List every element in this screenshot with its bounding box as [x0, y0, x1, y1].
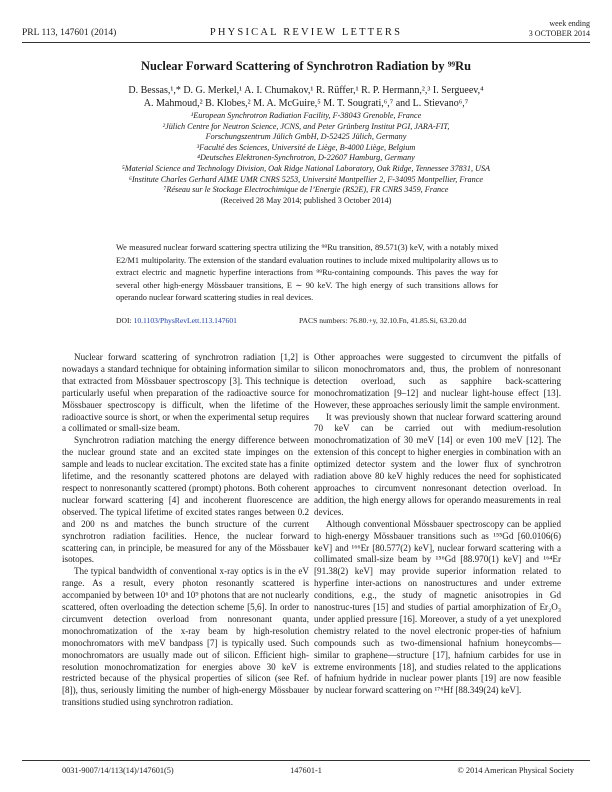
paragraph: The typical bandwidth of conventional x-ray optics is in the eV range. As a result, every photon resonantly scattered is accompanied by between 10⁶ and 10⁹ photons that are not nuclearly scattered, often overloading the detection scheme [5,6]. In order to circumvent detection overload from nonresonant quanta, monochromatization of the x-ray beam by high-resolution monochromators with meV bandpass [7] is typically used. Such monochromators are usually made out of silicon. Efficient high-resolution monochromatization for energies above 30 keV is restricted because of the physical properties of silicon (see Ref. [8]), thus, seriously limiting the number of high-energy Mössbauer transitions studied using synchrotron radiation.: [62, 566, 309, 708]
paper-title: Nuclear Forward Scattering of Synchrotron Radiation by ⁹⁹Ru: [141, 59, 471, 73]
doi-link[interactable]: 10.1103/PhysRevLett.113.147601: [133, 316, 237, 325]
paragraph: Although conventional Mössbauer spectroscopy can be applied to high-energy Mössbauer transitions such as ¹⁵⁵Gd [60.0106(6) keV] and ¹⁶⁶Er [80.577(2) keV], nuclear forward scattering with a collimated small-size beam by ¹⁵⁶Gd [88.970(1) keV] and ¹⁶⁴Er [91.38(2) keV] may provide superior information related to hyperfine inter-actions on nanostructures and under extreme conditions, e.g., the study of magnetic anisotropies in Gd nanostruc-tures [15] and studies of partial amorphization of Er₂O₃ under applied pressure [16]. Moreover, a study of a yet unexplored chemistry related to the novel electronic proper-ties of hafnium compounds such as two-dimensional hafnium honeycombs—similar to graphene—structure [17], hafnium carbides for use in extreme environments [18], and studies related to the applications of hafnium hydride in nuclear power plants [19] are now feasible by nuclear forward scattering on ¹⁷⁶Hf [88.349(24) keV].: [314, 518, 561, 696]
received-date: (Received 28 May 2014; published 3 October 2014): [220, 195, 392, 205]
pacs-numbers: PACS numbers: 76.80.+y, 32.10.Fn, 41.85.Si, 63.20.dd: [299, 316, 467, 325]
author-line: A. Mahmoud,² B. Klobes,² M. A. McGuire,⁵ M. T. Sougrati,⁶,⁷ and L. Stievano⁶,⁷: [143, 97, 469, 109]
author-list: [60, 85, 552, 110]
affiliation: ⁶Institute Charles Gerhard AIME UMR CNRS 5253, Université Montpellier 2, F-34095 Montpellier, France: [128, 174, 484, 184]
affiliation: Forschungszentrum Jülich GmbH, D-52425 Jülich, Germany: [205, 132, 407, 142]
abstract: We measured nuclear forward scattering spectra utilizing the ⁹⁹Ru transition, 89.571(3) keV, with a notably mixed E2/M1 multipolarity. The extension of the standard evaluation routines to include mixed multipolarity allows us to extract electric and magnetic hyperfine interactions from ⁹⁹Ru-containing compounds. This paves the way for several other high-energy Mössbauer transitions, E ∼ 90 keV. The high energy of such transitions allows for operando nuclear forward scattering studies in real devices.: [116, 243, 498, 302]
affiliation: ⁴Deutsches Elektronen-Synchrotron, D-22607 Hamburg, Germany: [197, 153, 415, 163]
affiliations: [40, 111, 572, 206]
copyright: © 2014 American Physical Society: [457, 766, 574, 775]
affiliation: ³Faculté des Sciences, Université de Liège, B-4000 Liège, Belgium: [196, 142, 416, 152]
left-column: [62, 352, 309, 709]
paragraph: Synchrotron radiation matching the energy difference between the nuclear ground state and an excited state impinges on the sample and leads to nuclear excitation. The excited state has a finite lifetime, and the resonantly scattered photons are delayed with respect to nonresonantly scattered (prompt) photons. Both coherent nuclear forward scattering [4] and incoherent fluorescence are observed. The typical lifetime of excited states ranges between 0.2 and 200 ns and matches the bunch structure of the current synchrotron radiation facilities. Hence, the nuclear forward scattering can, in principle, be measured for any of the Mössbauer isotopes.: [62, 435, 309, 565]
journal-name: PHYSICAL REVIEW LETTERS: [209, 27, 403, 38]
affiliation: ¹European Synchrotron Radiation Facility, F-38043 Grenoble, France: [190, 111, 422, 120]
week-label: week ending: [549, 19, 590, 28]
journal-reference: PRL 113, 147601 (2014): [22, 28, 117, 38]
author-line: D. Bessas,¹,* D. G. Merkel,¹ A. I. Chumakov,¹ R. Rüffer,¹ R. P. Hermann,²,³ I. Sergueev,⁴: [128, 85, 484, 96]
footer-rule: [22, 760, 590, 761]
doi-pacs-line: [116, 316, 498, 325]
paragraph: Other approaches were suggested to circumvent the pitfalls of silicon monochromators and, thus, the problem of nonresonant detection overload, such as sapphire back-scattering monochromatization [9–12] and nuclear light-house effect [13]. However, these approaches seriously limit the sample environment.: [314, 352, 561, 410]
issue-date: [529, 19, 590, 39]
affiliation: ⁵Material Science and Technology Division, Oak Ridge National Laboratory, Oak Ridge, Tennessee 37831, USA: [121, 163, 491, 173]
week-date: 3 OCTOBER 2014: [528, 29, 590, 38]
affiliation: ²Jülich Centre for Neutron Science, JCNS, and Peter Grünberg Institut PGI, JARA-FIT,: [162, 121, 450, 131]
page-number: 147601-1: [290, 766, 322, 775]
header-rule: [22, 42, 590, 43]
paragraph: Nuclear forward scattering of synchrotron radiation [1,2] is nowadays a standard technique for obtaining information similar to that extracted from Mössbauer spectroscopy [3]. This technique is particularly useful when preparation of the radioactive source for Mössbauer spectroscopy is difficult, when the lifetime of the radioactive source is short, or when the experimental setup requires a collimated or small-size beam.: [62, 352, 309, 434]
affiliation: ⁷Réseau sur le Stockage Electrochimique de l’Energie (RS2E), FR CNRS 3459, France: [163, 185, 449, 195]
doi-label: DOI:: [116, 316, 132, 325]
issn-code: 0031-9007/14/113(14)/147601(5): [62, 766, 174, 775]
paragraph: It was previously shown that nuclear forward scattering around 70 keV can be carried out with medium-resolution monochromatization of 30 meV [14] or even 100 meV [12]. The extension of this concept to higher energies in combination with an optimized detector system and the lower flux of synchrotron radiation above 80 keV highly reduces the need for sophisticated approaches to circumvent nonresonant detection overload. In addition, the high energy allows for operando measurements in real devices.: [314, 411, 561, 517]
right-column: [314, 352, 561, 697]
